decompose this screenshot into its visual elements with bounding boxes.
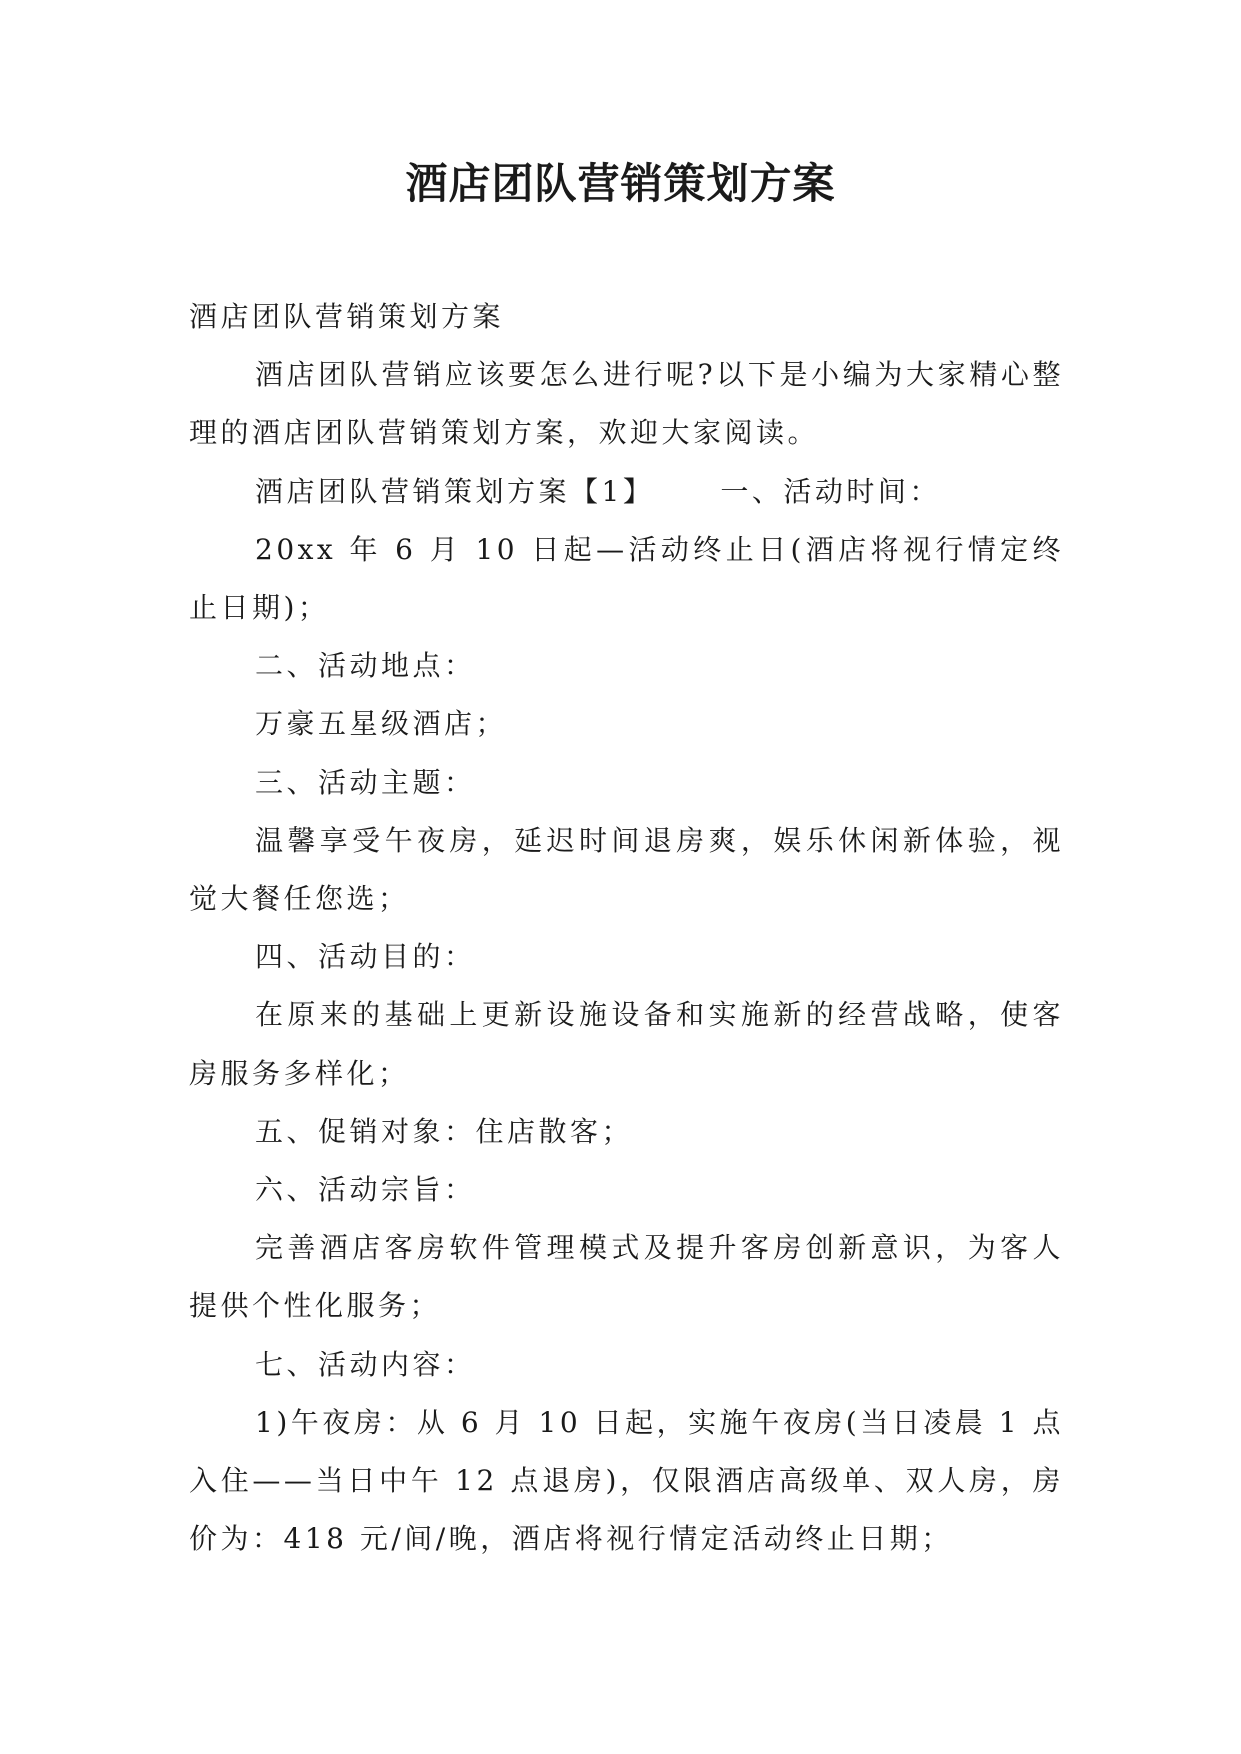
- document-body: [189, 288, 1064, 1568]
- paragraph-content-heading: 七、活动内容：: [255, 1347, 476, 1381]
- paragraph-theme: 温馨享受午夜房，延迟时间退房爽，娱乐休闲新体验，视觉大餐任您选；: [189, 823, 1064, 916]
- paragraph-purpose: 在原来的基础上更新设施设备和实施新的经营战略，使客房服务多样化；: [189, 998, 1064, 1090]
- paragraph-location: 万豪五星级酒店；: [255, 707, 508, 741]
- paragraph-heading: 酒店团队营销策划方案: [189, 300, 505, 333]
- paragraph-activity-time: 20xx 年 6 月 10 日起—活动终止日(酒店将视行情定终止日期)；: [189, 532, 1064, 625]
- document-title: 酒店团队营销策划方案: [405, 159, 836, 208]
- paragraph-midnight-room: 1)午夜房：从 6 月 10 日起，实施午夜房(当日凌晨 1 点入住——当日中午 12 点退房)，仅限酒店高级单、双人房，房价为：418 元/间/晚，酒店将视行情定活动终止日期；: [189, 1405, 1064, 1556]
- paragraph-tenet: 完善酒店客房软件管理模式及提升客房创新意识，为客人提供个性化服务；: [189, 1231, 1064, 1323]
- paragraph-tenet-heading: 六、活动宗旨：: [255, 1173, 476, 1207]
- paragraph-theme-heading: 三、活动主题：: [255, 765, 476, 799]
- paragraph-target: 五、促销对象：住店散客；: [255, 1114, 634, 1148]
- paragraph-intro: 酒店团队营销应该要怎么进行呢?以下是小编为大家精心整理的酒店团队营销策划方案，欢迎大家阅读。: [189, 358, 1064, 450]
- activity-time-heading: 一、活动时间：: [720, 474, 941, 508]
- section-1-title: 酒店团队营销策划方案【1】: [255, 474, 655, 508]
- paragraph-section-1: [189, 463, 1064, 521]
- paragraph-purpose-heading: 四、活动目的：: [255, 940, 476, 974]
- paragraph-location-heading: 二、活动地点：: [255, 649, 476, 683]
